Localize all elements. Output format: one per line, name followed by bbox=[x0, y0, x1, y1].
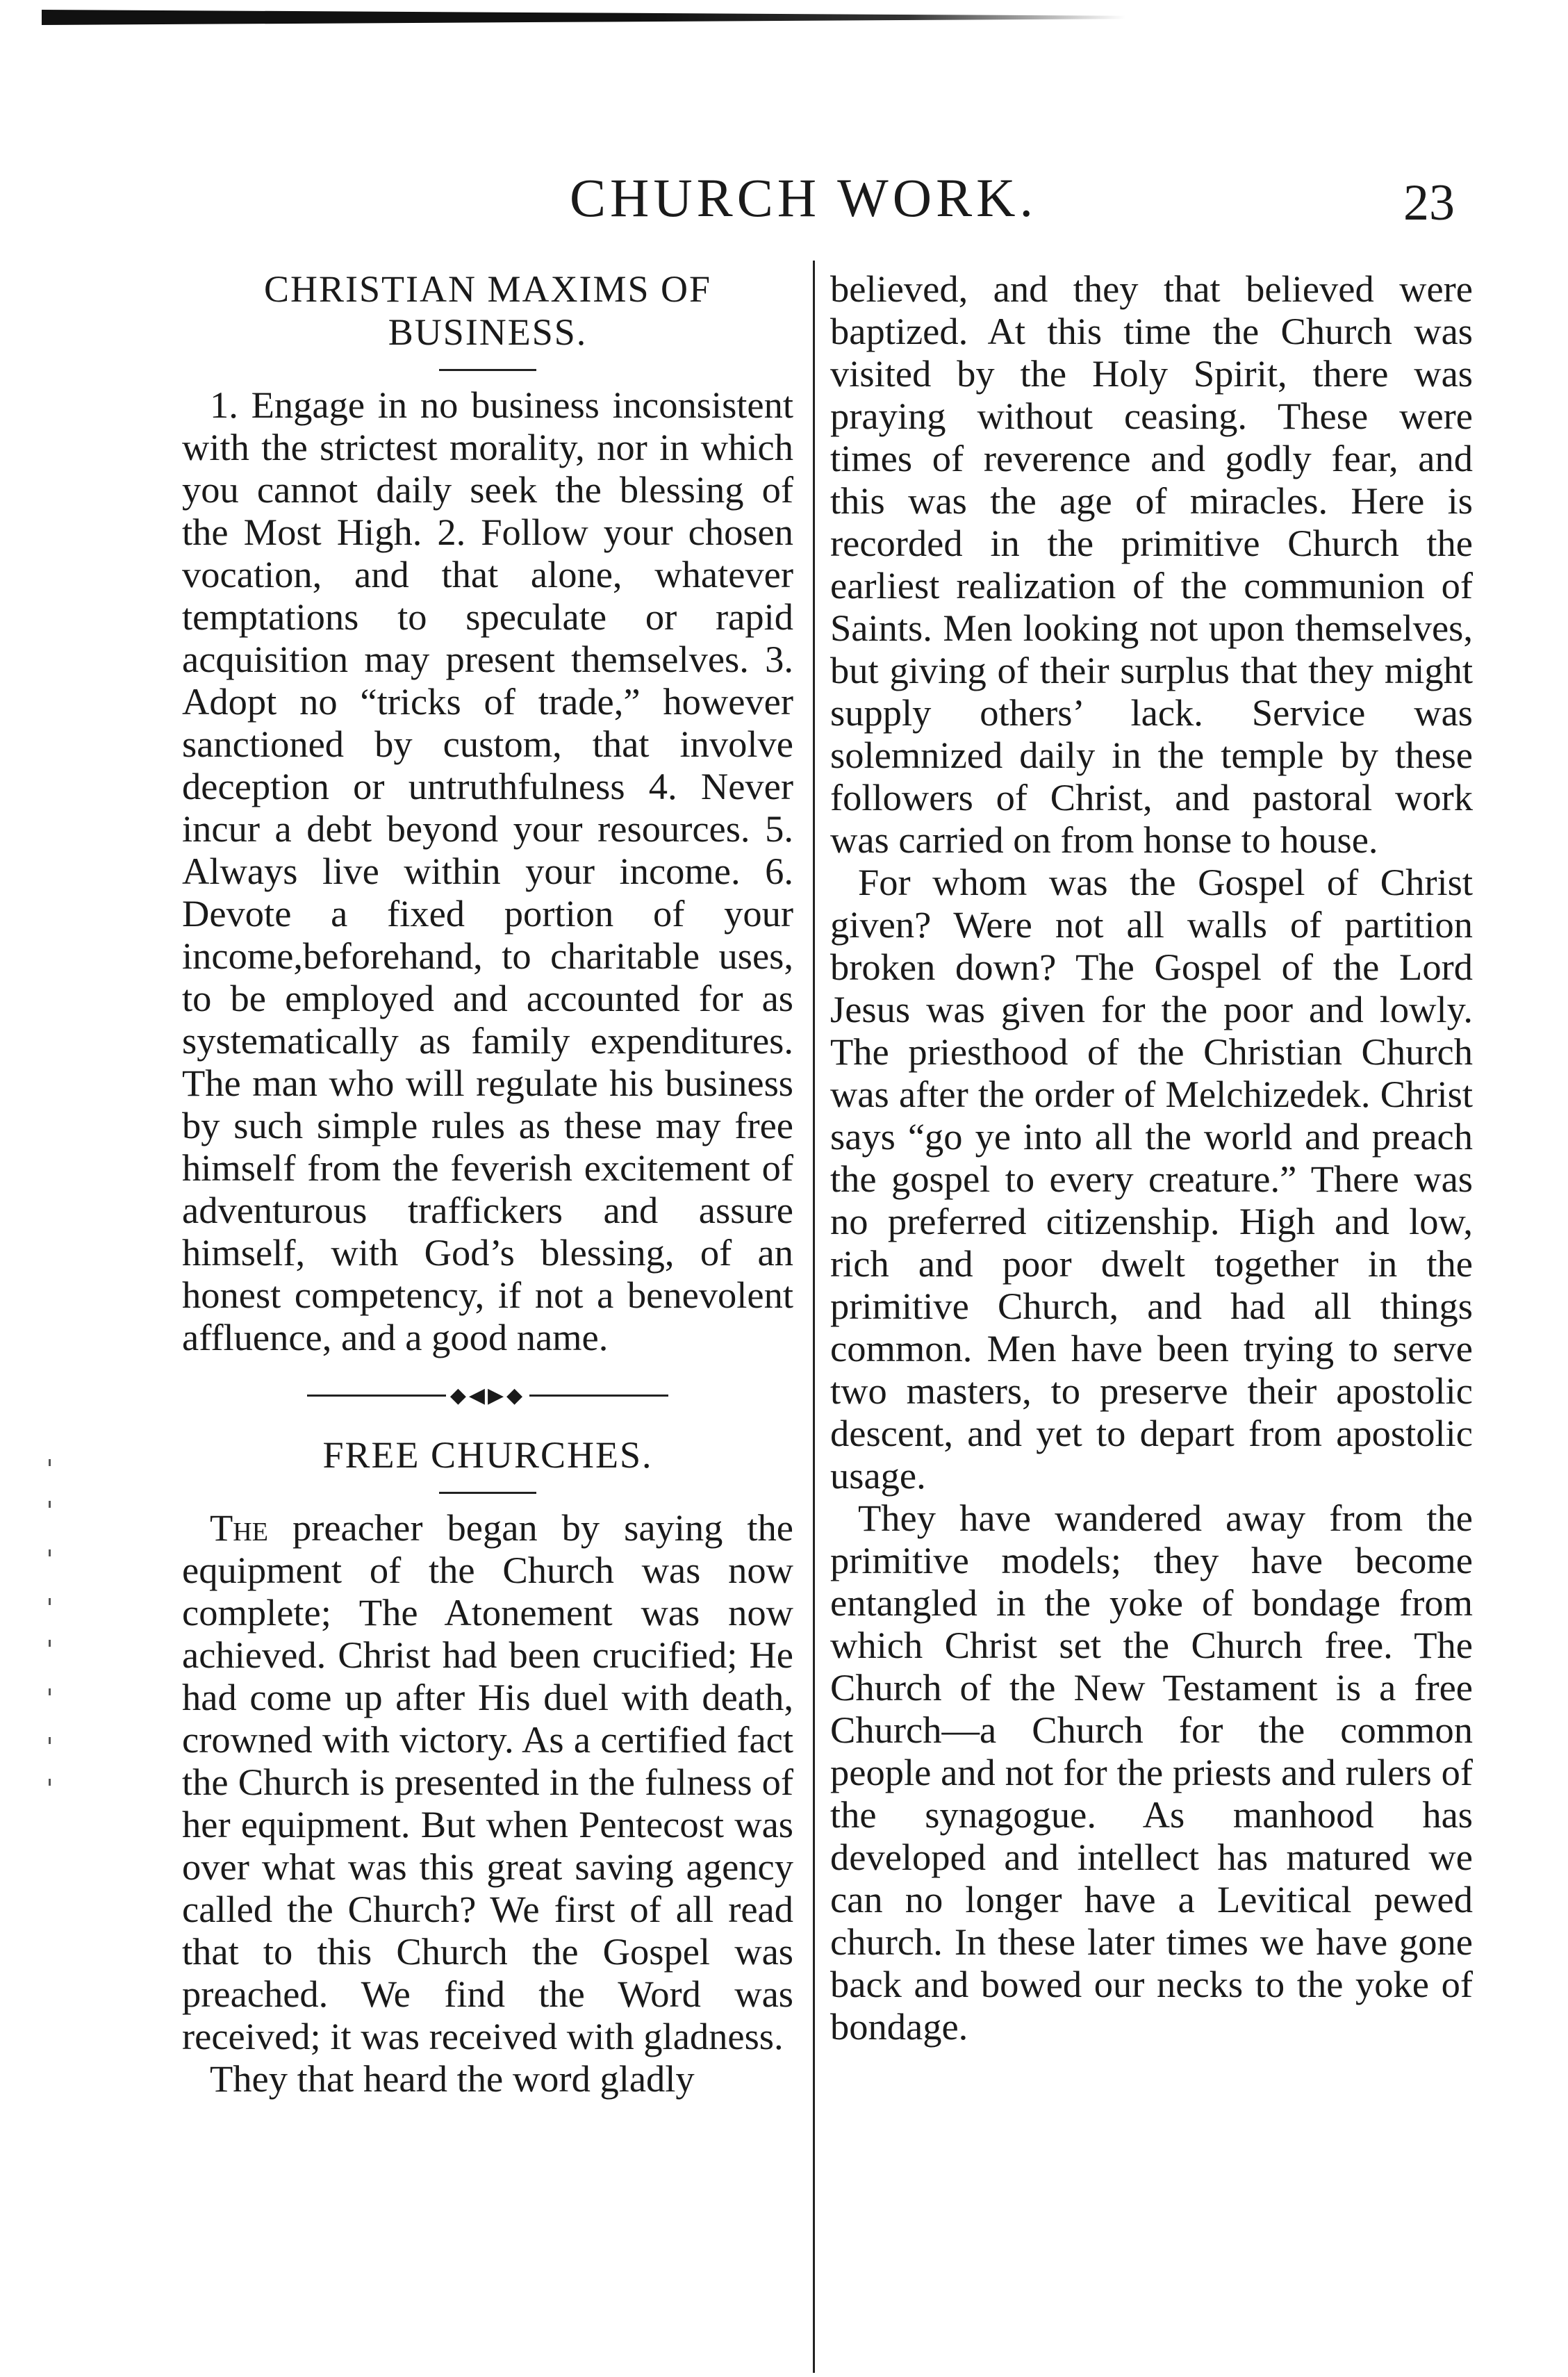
article-title-christian-maxims: CHRISTIAN MAXIMS OF BUSINESS. bbox=[263, 268, 712, 353]
title-rule bbox=[439, 1492, 536, 1494]
article-paragraph bbox=[182, 1506, 793, 2057]
running-head bbox=[0, 167, 1568, 250]
article-body-christian-maxims: 1. Engage in no business inconsistent with the strictest morality, nor in which you cannot daily seek the blessing of the Most High. 2. Follow your chosen vocation, and that alone, whatever temptations to speculate or rapid acquisition may present themselves. 3. Adopt no “tricks of trade,” however sanctioned by custom, that involve deception or untruthfulness 4. Never incur a debt beyond your resources. 5. Always live within your income. 6. Devote a fixed portion of your income,beforehand, to charitable uses, to be employed and accounted for as systematically as family expenditures. The man who will regulate his business by such simple rules as these may free himself from the feverish excitement of adventurous traffickers and assure himself, with God’s blessing, of an honest competency, if not a benevolent affluence, and a good name. bbox=[182, 384, 793, 1358]
article-paragraph: They that heard the word gladly bbox=[210, 2057, 695, 2100]
top-printed-rule bbox=[42, 10, 1125, 25]
paragraph-text: preacher began by saying the equipment of the Church was now complete; The Atonement was now achieved. Christ had been crucified; He had come up after His duel with death, crowned with victory. As a certified fact the Church is presented in the fulness of her equipment. But when Pentecost was over what was this great saving agency called the Church? We first of all read that to this Church the Gospel was preached. We find the Word was received; it was received with gladness. bbox=[182, 1506, 793, 2057]
right-column bbox=[830, 268, 1473, 2048]
article-title-free-churches: FREE CHURCHES. bbox=[322, 1433, 653, 1476]
page-number: 23 bbox=[1403, 174, 1455, 231]
running-title: CHURCH WORK. bbox=[570, 167, 1037, 228]
lead-word: The bbox=[210, 1506, 268, 1549]
column-divider bbox=[813, 261, 815, 2373]
left-column bbox=[182, 268, 793, 2100]
margin-specks bbox=[49, 1459, 63, 1807]
title-rule bbox=[439, 369, 536, 371]
ornament-line-left bbox=[307, 1395, 446, 1397]
article-paragraph: believed, and they that believed were baptized. At this time the Church was visited by the Holy Spirit, there was praying without ceasing. These were times of reverence and godly fear, and this was the age of miracles. Here is recorded in the primitive Church the earliest realization of the communion of Saints. Men looking not upon themselves, but giving of their surplus that they might supply others’ lack. Service was solemnized daily in the temple by these followers of Christ, and pastoral work was carried on from honse to house. bbox=[830, 268, 1473, 861]
section-ornament bbox=[182, 1372, 793, 1417]
ornament-glyph: ◆◀▶◆ bbox=[449, 1383, 526, 1407]
article-paragraph: They have wandered away from the primitive models; they have become entangled in the yoke of bondage from which Christ set the Church free. The Church of the New Testament is a free Church—a Church for the common people and not for the priests and rulers of the synagogue. As manhood has developed and intellect has matured we can no longer have a Levitical pewed church. In these later times we have gone back and bowed our necks to the yoke of bondage. bbox=[830, 1497, 1473, 2048]
ornament-line-right bbox=[529, 1395, 668, 1397]
article-paragraph: For whom was the Gospel of Christ given? Were not all walls of partition broken down? The Gospel of the Lord Jesus was given for the poor and lowly. The priesthood of the Christian Church was after the order of Melchizedek. Christ says “go ye into all the world and preach the gospel to every creature.” There was no preferred citizenship. High and low, rich and poor dwelt together in the primitive Church, and had all things common. Men have been trying to serve two masters, to preserve their apostolic descent, and yet to depart from apostolic usage. bbox=[830, 861, 1473, 1497]
